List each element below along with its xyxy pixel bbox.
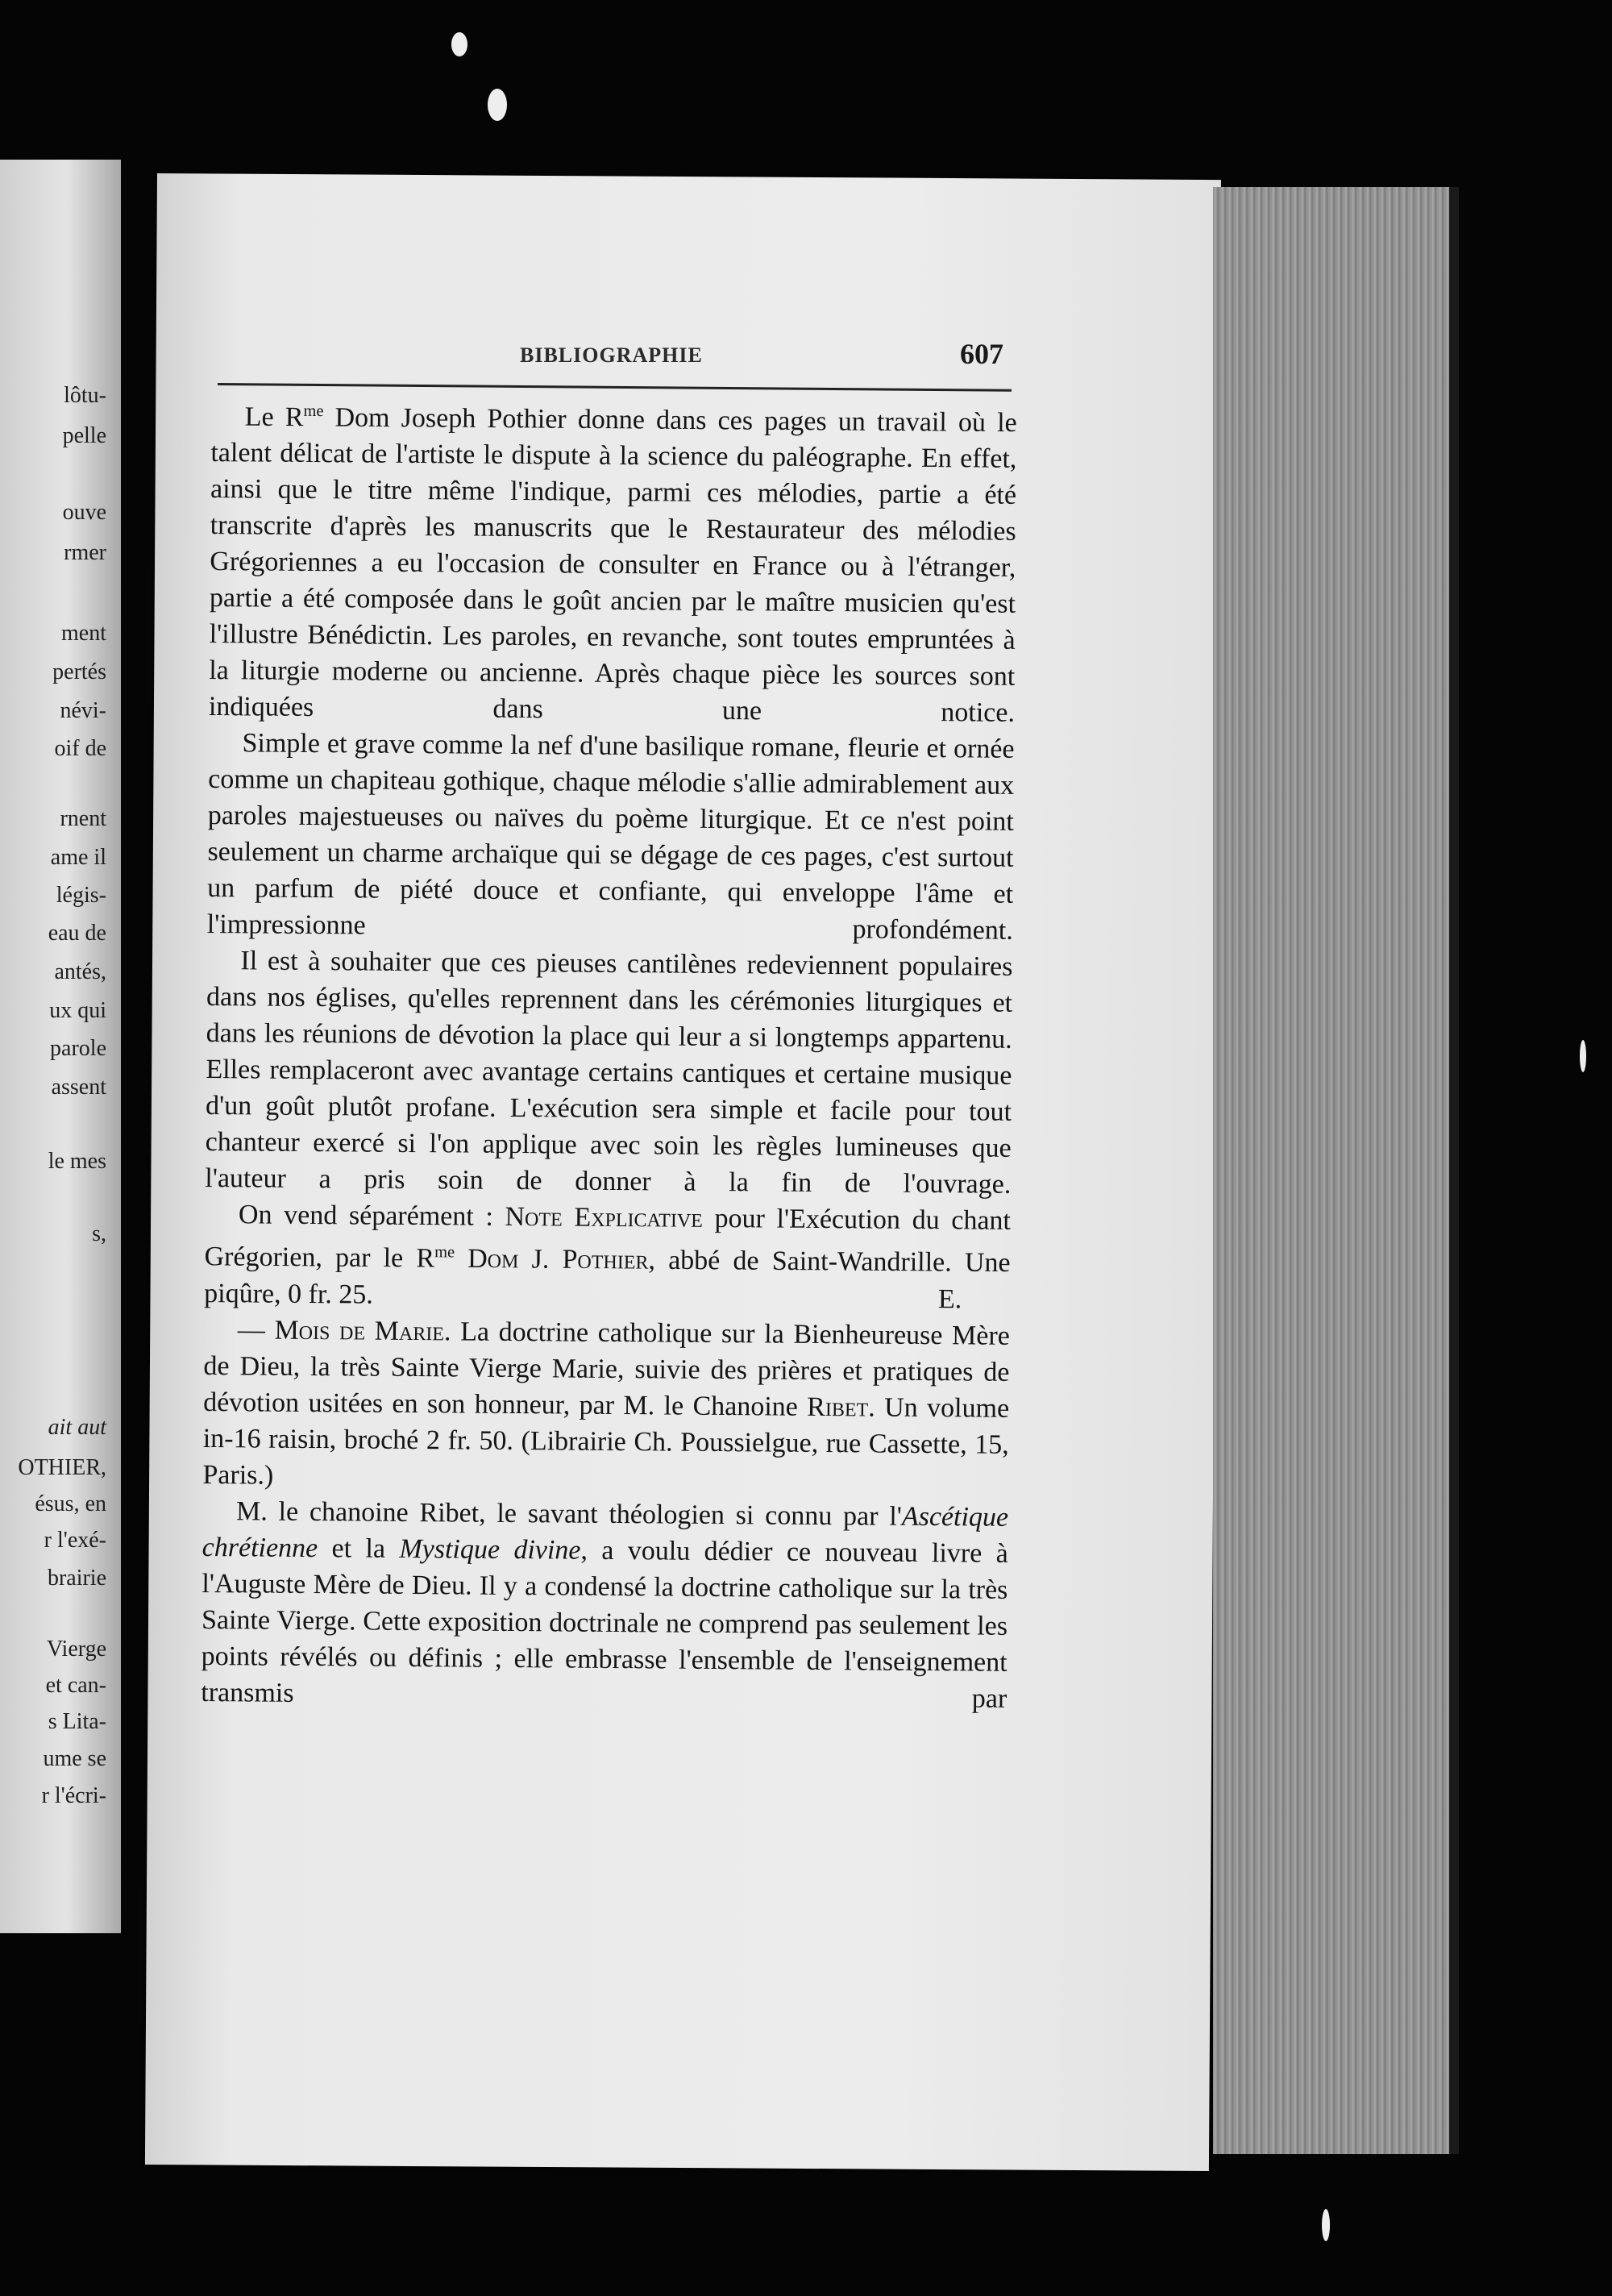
facing-page-line: brairie xyxy=(47,1566,106,1591)
author-initial: E. xyxy=(937,1283,962,1315)
facing-page-line: oif de xyxy=(54,736,106,761)
facing-page-line: antés, xyxy=(54,959,106,984)
facing-page-line: ume se xyxy=(43,1746,106,1771)
facing-page-line: pelle xyxy=(62,423,106,448)
article-body xyxy=(201,393,1017,1716)
facing-page-line: Vierge xyxy=(47,1637,106,1662)
paragraph-1: Le $R^{me}$ Dom Joseph Pothier donne dans ces pages un travail où le talent délicat de l'artiste le dispute à la science du paléographe. En effet, ainsi que le titre même l'indique, parmi ces mélodies, partie a été transcrite d'après les manuscrits que le Restaurateur des mélodies Grégoriennes a eu l'occasion de consulter en France ou à l'étranger, partie a été composée dans le goût ancien par le maître musicien qu'est l'illustre Bénédictin. Les paroles, en revanche, sont toutes empruntées à la liturgie moderne ou ancienne. Après chaque pièce les sources sont indiquées dans une notice. xyxy=(208,401,1017,729)
facing-page-line: rmer xyxy=(64,540,106,565)
paragraph-2: Simple et grave comme la nef d'une basilique romane, fleurie et ornée comme un chapiteau gothique, chaque mélodie s'allie admirablement aux paroles majestueuses ou naïves du poème liturgique. Et ce n'est point seulement un charme archaïque qui se dégage de ces pages, c'est surtout un parfum de piété douce et confiante, qui enveloppe l'âme et l'impressionne profondément. xyxy=(206,728,1015,946)
book-fore-edge xyxy=(1213,187,1451,2154)
facing-page-line: légis- xyxy=(56,883,106,908)
facing-page-line: ux qui xyxy=(49,998,106,1023)
book-edge-shadow xyxy=(1449,187,1459,2154)
facing-page-line: ouve xyxy=(62,500,106,525)
paragraph-6: M. le chanoine Ribet, le savant théologien si connu par l'Ascétique chrétienne et la Mystique divine, a voulu dédier ce nouveau livre à l'Auguste Mère de Dieu. Il y a condensé la doctrine catholique sur la très Sainte Vierge. Cette exposition doctrinale ne comprend pas seulement les points révélés ou définis ; elle embrasse l'ensemble de l'enseignement transmis par xyxy=(201,1495,1009,1714)
dust-speck xyxy=(488,89,507,121)
facing-page-line: r l'exé- xyxy=(44,1528,106,1553)
dust-speck xyxy=(1580,1040,1586,1072)
running-head: BIBLIOGRAPHIE xyxy=(520,343,703,367)
facing-page-line: névi- xyxy=(60,698,106,723)
paragraph-5: — Mois de Marie. La doctrine catholique sur la Bienheureuse Mère de Dieu, la très Sainte Vierge Marie, suivie des prières et pratiques de dévotion usitées en son honneur, par M. le Chanoine Ribet. Un volume in-16 raisin, broché 2 fr. 50. (Librairie Ch. Poussielgue, rue Cassette, 15, Paris.) xyxy=(202,1314,1011,1491)
facing-page-line: ame il xyxy=(50,845,106,870)
page-header xyxy=(214,337,1012,385)
facing-page-line: ment xyxy=(61,621,106,646)
facing-page-line: eau de xyxy=(48,921,106,946)
page-number: 607 xyxy=(960,338,1003,370)
paragraph-4: On vend séparément : Note Explicative pour l'Exécution du chant Grégorien, par le $R^{me}$ Dom J. Pothier, abbé de Saint-Wandrille. Une piqûre, 0 fr. 25. E. xyxy=(204,1196,1011,1317)
facing-page-line: pertés xyxy=(52,659,106,684)
dust-speck xyxy=(451,32,467,56)
facing-page-line: ait aut xyxy=(48,1415,106,1440)
facing-page-line: s, xyxy=(92,1221,106,1246)
facing-page-line: r l'écri- xyxy=(41,1783,106,1808)
facing-page-line: et can- xyxy=(45,1673,106,1698)
dust-speck xyxy=(1322,2209,1330,2241)
facing-page-line: assent xyxy=(51,1075,106,1100)
facing-page-line: parole xyxy=(50,1036,106,1061)
facing-page-line: rnent xyxy=(60,806,106,831)
facing-page-line: OTHIER, xyxy=(18,1455,106,1480)
facing-page-line: le mes xyxy=(48,1149,106,1174)
facing-page-fragment xyxy=(0,160,121,1933)
paragraph-3: Il est à souhaiter que ces pieuses cantilènes redeviennent populaires dans nos églises, qu'elles reprennent dans les cérémonies liturgiques et dans les réunions de dévotion la place qui leur a si longtemps appartenu. Elles remplaceront avec avantage certains cantiques et certaine musique d'un goût plutôt profane. L'exécution sera simple et facile pour tout chanteur exercé si l'on applique avec soin les règles lumineuses que l'auteur a pris soin de donner à la fin de l'ouvrage. xyxy=(205,946,1013,1200)
facing-page-line: ésus, en xyxy=(35,1491,106,1516)
facing-page-line: lôtu- xyxy=(64,383,106,408)
facing-page-line: s Lita- xyxy=(48,1709,106,1734)
